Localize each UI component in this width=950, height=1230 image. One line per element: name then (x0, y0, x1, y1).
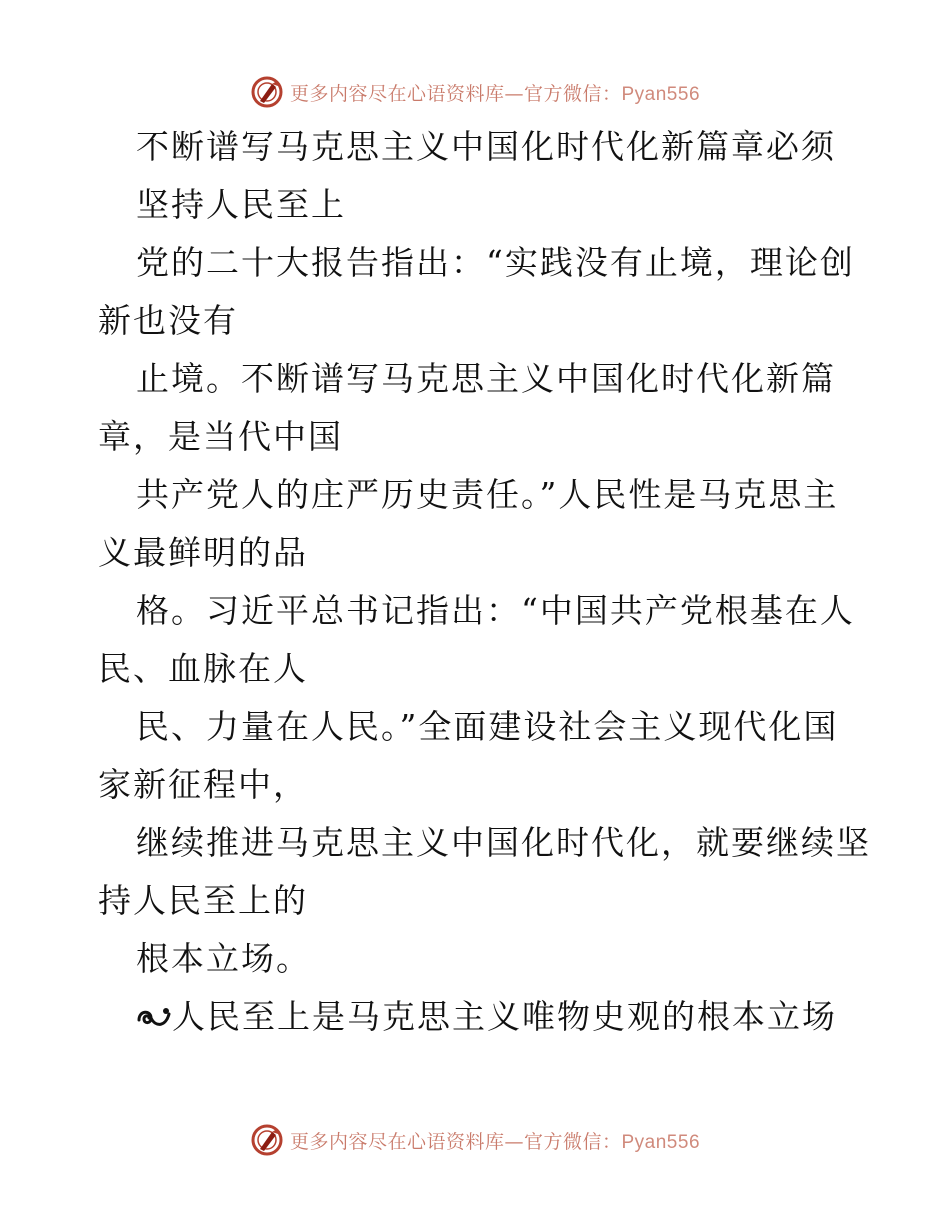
watermark-wechat-id: Pyan556 (621, 1131, 701, 1153)
text-line: 根本立场。 (136, 939, 311, 978)
watermark-text (290, 1127, 700, 1154)
text-line: 坚持人民至上 (136, 185, 346, 224)
watermark-wechat-label: 官方微信： (523, 1130, 622, 1153)
pen-nib-circle-icon (250, 1123, 284, 1157)
watermark-wechat-id: Pyan556 (621, 83, 701, 105)
text-line: 止境。不断谱写马克思主义中国化时代化新篇 (136, 359, 836, 398)
watermark-separator: — (504, 1130, 524, 1153)
bullet-line (98, 988, 858, 1046)
text-line: 家新征程中， (98, 765, 308, 804)
text-line: 继续推进马克思主义中国化时代化，就要继续坚 (136, 823, 871, 862)
text-line: 共产党人的庄严历史责任。”人民性是马克思主 (136, 475, 839, 514)
watermark-brand: 更多内容尽在心语资料库 (289, 1130, 505, 1153)
watermark-text (290, 79, 700, 106)
watermark-wechat-label: 官方微信： (523, 82, 622, 105)
text-line: 民、力量在人民。”全面建设社会主义现代化国 (136, 707, 839, 746)
watermark-separator: — (504, 82, 524, 105)
text-line: 民、血脉在人 (98, 649, 308, 688)
document-body (98, 118, 871, 1046)
text-line: 新也没有 (98, 301, 238, 340)
text-line: 持人民至上的 (98, 881, 308, 920)
text-line: 格。习近平总书记指出：“中国共产党根基在人 (136, 591, 855, 630)
text-line: 义最鲜明的品 (98, 533, 308, 572)
text-line: 党的二十大报告指出：“实践没有止境，理论创 (136, 243, 855, 282)
header-watermark (0, 72, 950, 112)
text-line: 章，是当代中国 (98, 417, 343, 456)
footer-watermark (0, 1120, 950, 1160)
watermark-brand: 更多内容尽在心语资料库 (289, 82, 505, 105)
pen-nib-circle-icon (250, 75, 284, 109)
swirl-ornament-icon (136, 1002, 172, 1032)
text-line: 不断谱写马克思主义中国化时代化新篇章必须 (136, 127, 836, 166)
text-line: 人民至上是马克思主义唯物史观的根本立场 (172, 997, 837, 1036)
